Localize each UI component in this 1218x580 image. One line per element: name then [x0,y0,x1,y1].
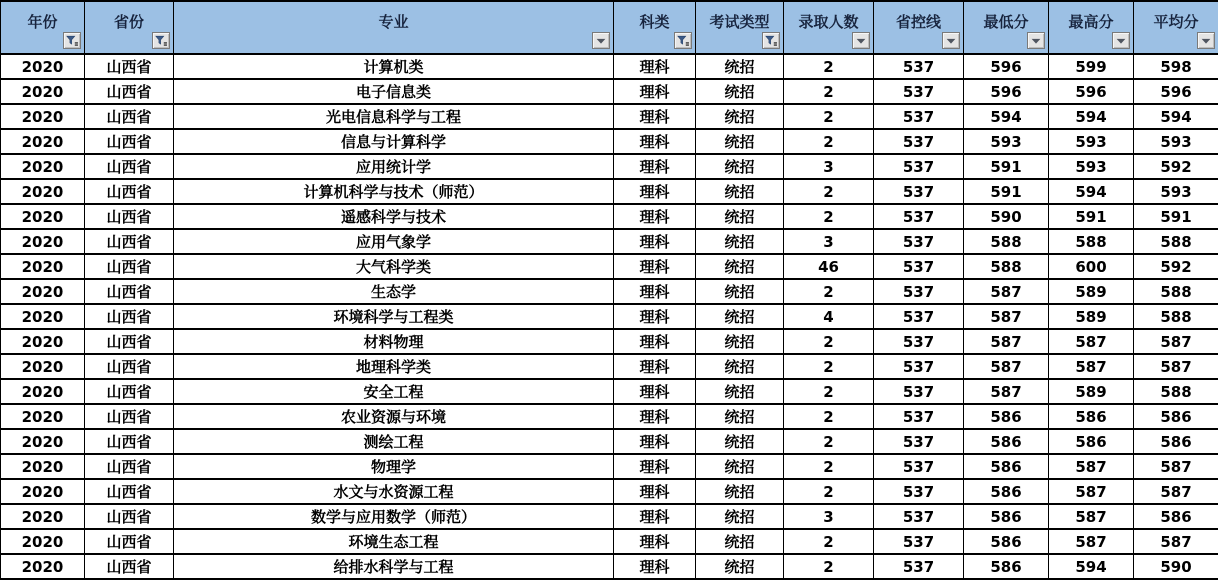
cell-exam-type[interactable]: 统招 [696,504,784,529]
cell-province[interactable]: 山西省 [85,529,174,554]
cell-year[interactable]: 2020 [1,454,85,479]
cell-admitted[interactable]: 2 [784,104,874,129]
cell-exam-type[interactable]: 统招 [696,79,784,104]
column-header-label: 最高分 [1068,13,1113,31]
cell-avg-score[interactable]: 593 [1134,129,1218,154]
cell-province[interactable]: 山西省 [85,304,174,329]
cell-max-score[interactable]: 591 [1049,204,1134,229]
cell-year[interactable]: 2020 [1,354,85,379]
cell-max-score[interactable]: 588 [1049,229,1134,254]
table-row [1,179,1218,204]
cell-max-score[interactable]: 600 [1049,254,1134,279]
cell-major[interactable]: 计算机类 [174,54,614,79]
column-header-label: 省控线 [896,13,941,31]
cell-avg-score[interactable]: 588 [1134,229,1218,254]
cell-major[interactable]: 计算机科学与技术（师范） [174,179,614,204]
cell-min-score[interactable]: 586 [964,529,1049,554]
cell-min-score[interactable]: 591 [964,154,1049,179]
cell-min-score[interactable]: 586 [964,454,1049,479]
cell-control-line[interactable]: 537 [874,379,964,404]
table-row [1,54,1218,79]
cell-province[interactable]: 山西省 [85,554,174,579]
filter-funnel-button[interactable] [63,32,81,49]
cell-province[interactable]: 山西省 [85,429,174,454]
cell-max-score[interactable]: 587 [1049,354,1134,379]
cell-subject[interactable]: 理科 [614,354,696,379]
column-header-min-score[interactable] [964,1,1049,54]
cell-year[interactable]: 2020 [1,554,85,579]
cell-control-line[interactable]: 537 [874,479,964,504]
cell-admitted[interactable]: 2 [784,129,874,154]
cell-admitted[interactable]: 2 [784,479,874,504]
cell-admitted[interactable]: 3 [784,154,874,179]
cell-control-line[interactable]: 537 [874,254,964,279]
cell-min-score[interactable]: 587 [964,304,1049,329]
header-row [1,1,1218,54]
cell-exam-type[interactable]: 统招 [696,279,784,304]
cell-year[interactable]: 2020 [1,429,85,454]
cell-major[interactable]: 光电信息科学与工程 [174,104,614,129]
cell-avg-score[interactable]: 587 [1134,479,1218,504]
filter-funnel-button[interactable] [762,32,780,49]
cell-province[interactable]: 山西省 [85,379,174,404]
cell-admitted[interactable]: 2 [784,329,874,354]
cell-avg-score[interactable]: 594 [1134,104,1218,129]
cell-control-line[interactable]: 537 [874,504,964,529]
cell-year[interactable]: 2020 [1,104,85,129]
column-header-max-score[interactable] [1049,1,1134,54]
column-header-label: 年份 [27,13,57,31]
cell-admitted[interactable]: 2 [784,429,874,454]
cell-control-line[interactable]: 537 [874,404,964,429]
cell-admitted[interactable]: 4 [784,304,874,329]
cell-major[interactable]: 大气科学类 [174,254,614,279]
cell-province[interactable]: 山西省 [85,154,174,179]
cell-major[interactable]: 信息与计算科学 [174,129,614,154]
cell-year[interactable]: 2020 [1,154,85,179]
column-header-major[interactable] [174,1,614,54]
cell-subject[interactable]: 理科 [614,179,696,204]
cell-subject[interactable]: 理科 [614,129,696,154]
cell-year[interactable]: 2020 [1,54,85,79]
cell-province[interactable]: 山西省 [85,179,174,204]
cell-exam-type[interactable]: 统招 [696,479,784,504]
cell-major[interactable]: 生态学 [174,279,614,304]
cell-avg-score[interactable]: 593 [1134,179,1218,204]
cell-admitted[interactable]: 3 [784,504,874,529]
dropdown-arrow-icon [594,34,608,48]
cell-admitted[interactable]: 2 [784,79,874,104]
funnel-icon [154,34,168,48]
cell-exam-type[interactable]: 统招 [696,554,784,579]
cell-exam-type[interactable]: 统招 [696,454,784,479]
cell-min-score[interactable]: 591 [964,179,1049,204]
cell-subject[interactable]: 理科 [614,429,696,454]
cell-subject[interactable]: 理科 [614,254,696,279]
cell-avg-score[interactable]: 592 [1134,154,1218,179]
cell-max-score[interactable]: 589 [1049,379,1134,404]
cell-subject[interactable]: 理科 [614,204,696,229]
cell-max-score[interactable]: 589 [1049,279,1134,304]
cell-min-score[interactable]: 586 [964,479,1049,504]
cell-major[interactable]: 环境生态工程 [174,529,614,554]
cell-admitted[interactable]: 2 [784,554,874,579]
cell-exam-type[interactable]: 统招 [696,329,784,354]
cell-admitted[interactable]: 2 [784,379,874,404]
cell-subject[interactable]: 理科 [614,79,696,104]
table-row [1,304,1218,329]
cell-min-score[interactable]: 586 [964,504,1049,529]
cell-control-line[interactable]: 537 [874,104,964,129]
cell-major[interactable]: 农业资源与环境 [174,404,614,429]
cell-control-line[interactable]: 537 [874,79,964,104]
cell-avg-score[interactable]: 592 [1134,254,1218,279]
cell-major[interactable]: 地理科学类 [174,354,614,379]
filter-dropdown-button[interactable] [592,32,610,49]
cell-major[interactable]: 应用统计学 [174,154,614,179]
cell-max-score[interactable]: 593 [1049,154,1134,179]
table-row [1,379,1218,404]
cell-avg-score[interactable]: 590 [1134,554,1218,579]
cell-province[interactable]: 山西省 [85,479,174,504]
cell-min-score[interactable]: 596 [964,79,1049,104]
cell-control-line[interactable]: 537 [874,229,964,254]
cell-year[interactable]: 2020 [1,204,85,229]
cell-province[interactable]: 山西省 [85,279,174,304]
cell-max-score[interactable]: 596 [1049,79,1134,104]
cell-control-line[interactable]: 537 [874,179,964,204]
cell-province[interactable]: 山西省 [85,204,174,229]
filter-dropdown-button[interactable] [942,32,960,49]
cell-avg-score[interactable]: 591 [1134,204,1218,229]
cell-major[interactable]: 水文与水资源工程 [174,479,614,504]
cell-max-score[interactable]: 593 [1049,129,1134,154]
cell-major[interactable]: 给排水科学与工程 [174,554,614,579]
column-header-year[interactable] [1,1,85,54]
table-row [1,454,1218,479]
cell-exam-type[interactable]: 统招 [696,529,784,554]
cell-avg-score[interactable]: 586 [1134,404,1218,429]
column-header-label: 录取人数 [798,13,858,31]
filter-funnel-button[interactable] [152,32,170,49]
dropdown-arrow-icon [944,34,958,48]
cell-subject[interactable]: 理科 [614,379,696,404]
table-row [1,479,1218,504]
cell-exam-type[interactable]: 统招 [696,129,784,154]
cell-major[interactable]: 遥感科学与技术 [174,204,614,229]
cell-avg-score[interactable]: 596 [1134,79,1218,104]
cell-admitted[interactable]: 2 [784,529,874,554]
dropdown-arrow-icon [854,34,868,48]
cell-max-score[interactable]: 587 [1049,504,1134,529]
cell-max-score[interactable]: 586 [1049,404,1134,429]
table-row [1,279,1218,304]
cell-admitted[interactable]: 2 [784,179,874,204]
cell-province[interactable]: 山西省 [85,404,174,429]
cell-min-score[interactable]: 587 [964,379,1049,404]
cell-min-score[interactable]: 588 [964,254,1049,279]
cell-max-score[interactable]: 587 [1049,329,1134,354]
cell-province[interactable]: 山西省 [85,54,174,79]
table-row [1,229,1218,254]
dropdown-arrow-icon [1029,34,1043,48]
cell-avg-score[interactable]: 588 [1134,379,1218,404]
cell-avg-score[interactable]: 586 [1134,504,1218,529]
table-row [1,104,1218,129]
cell-max-score[interactable]: 594 [1049,179,1134,204]
cell-year[interactable]: 2020 [1,379,85,404]
table-body [1,54,1218,579]
column-header-label: 平均分 [1153,13,1198,31]
cell-control-line[interactable]: 537 [874,154,964,179]
cell-control-line[interactable]: 537 [874,329,964,354]
column-header-admitted[interactable] [784,1,874,54]
cell-exam-type[interactable]: 统招 [696,404,784,429]
cell-admitted[interactable]: 2 [784,279,874,304]
cell-max-score[interactable]: 587 [1049,479,1134,504]
cell-major[interactable]: 测绘工程 [174,429,614,454]
cell-min-score[interactable]: 590 [964,204,1049,229]
dropdown-arrow-icon [1199,34,1213,48]
cell-year[interactable]: 2020 [1,304,85,329]
cell-avg-score[interactable]: 598 [1134,54,1218,79]
cell-subject[interactable]: 理科 [614,529,696,554]
cell-avg-score[interactable]: 588 [1134,304,1218,329]
funnel-icon [676,34,690,48]
cell-subject[interactable]: 理科 [614,554,696,579]
table-row [1,129,1218,154]
cell-major[interactable]: 电子信息类 [174,79,614,104]
cell-max-score[interactable]: 586 [1049,429,1134,454]
cell-min-score[interactable]: 587 [964,354,1049,379]
cell-control-line[interactable]: 537 [874,454,964,479]
cell-admitted[interactable]: 2 [784,54,874,79]
table-row [1,554,1218,579]
cell-avg-score[interactable]: 587 [1134,454,1218,479]
cell-province[interactable]: 山西省 [85,504,174,529]
cell-year[interactable]: 2020 [1,129,85,154]
cell-control-line[interactable]: 537 [874,554,964,579]
cell-max-score[interactable]: 587 [1049,529,1134,554]
cell-avg-score[interactable]: 588 [1134,279,1218,304]
cell-max-score[interactable]: 599 [1049,54,1134,79]
table-row [1,154,1218,179]
cell-province[interactable]: 山西省 [85,229,174,254]
cell-subject[interactable]: 理科 [614,329,696,354]
cell-min-score[interactable]: 596 [964,54,1049,79]
cell-exam-type[interactable]: 统招 [696,304,784,329]
cell-province[interactable]: 山西省 [85,79,174,104]
cell-min-score[interactable]: 594 [964,104,1049,129]
column-header-exam-type[interactable] [696,1,784,54]
cell-admitted[interactable]: 3 [784,229,874,254]
cell-subject[interactable]: 理科 [614,404,696,429]
cell-control-line[interactable]: 537 [874,304,964,329]
cell-year[interactable]: 2020 [1,229,85,254]
cell-exam-type[interactable]: 统招 [696,154,784,179]
cell-max-score[interactable]: 587 [1049,454,1134,479]
column-header-label: 省份 [114,13,144,31]
cell-year[interactable]: 2020 [1,179,85,204]
cell-subject[interactable]: 理科 [614,104,696,129]
cell-year[interactable]: 2020 [1,479,85,504]
cell-min-score[interactable]: 586 [964,404,1049,429]
cell-province[interactable]: 山西省 [85,129,174,154]
filter-dropdown-button[interactable] [1197,32,1215,49]
table-row [1,329,1218,354]
cell-province[interactable]: 山西省 [85,104,174,129]
cell-year[interactable]: 2020 [1,404,85,429]
cell-year[interactable]: 2020 [1,529,85,554]
cell-year[interactable]: 2020 [1,79,85,104]
cell-province[interactable]: 山西省 [85,454,174,479]
cell-major[interactable]: 物理学 [174,454,614,479]
table-row [1,204,1218,229]
cell-admitted[interactable]: 2 [784,454,874,479]
cell-subject[interactable]: 理科 [614,154,696,179]
cell-subject[interactable]: 理科 [614,454,696,479]
cell-avg-score[interactable]: 587 [1134,354,1218,379]
cell-exam-type[interactable]: 统招 [696,254,784,279]
column-header-subject[interactable] [614,1,696,54]
dropdown-arrow-icon [1114,34,1128,48]
cell-major[interactable]: 环境科学与工程类 [174,304,614,329]
column-header-province[interactable] [85,1,174,54]
column-header-avg-score[interactable] [1134,1,1218,54]
cell-province[interactable]: 山西省 [85,329,174,354]
cell-max-score[interactable]: 594 [1049,554,1134,579]
cell-control-line[interactable]: 537 [874,54,964,79]
cell-year[interactable]: 2020 [1,504,85,529]
filter-dropdown-button[interactable] [852,32,870,49]
cell-control-line[interactable]: 537 [874,129,964,154]
column-header-label: 考试类型 [709,13,769,31]
column-header-label: 科类 [639,13,669,31]
cell-min-score[interactable]: 586 [964,554,1049,579]
cell-subject[interactable]: 理科 [614,229,696,254]
column-header-label: 最低分 [983,13,1028,31]
cell-subject[interactable]: 理科 [614,279,696,304]
column-header-control-line[interactable] [874,1,964,54]
cell-major[interactable]: 数学与应用数学（师范） [174,504,614,529]
table-row [1,529,1218,554]
cell-min-score[interactable]: 586 [964,429,1049,454]
cell-year[interactable]: 2020 [1,329,85,354]
cell-admitted[interactable]: 46 [784,254,874,279]
funnel-icon [65,34,79,48]
cell-province[interactable]: 山西省 [85,254,174,279]
cell-control-line[interactable]: 537 [874,279,964,304]
cell-max-score[interactable]: 589 [1049,304,1134,329]
cell-min-score[interactable]: 587 [964,279,1049,304]
cell-subject[interactable]: 理科 [614,479,696,504]
table-row [1,429,1218,454]
cell-avg-score[interactable]: 586 [1134,429,1218,454]
cell-admitted[interactable]: 2 [784,404,874,429]
table-row [1,354,1218,379]
cell-max-score[interactable]: 594 [1049,104,1134,129]
funnel-icon [764,34,778,48]
cell-admitted[interactable]: 2 [784,354,874,379]
cell-exam-type[interactable]: 统招 [696,379,784,404]
cell-exam-type[interactable]: 统招 [696,179,784,204]
cell-exam-type[interactable]: 统招 [696,429,784,454]
cell-avg-score[interactable]: 587 [1134,329,1218,354]
cell-exam-type[interactable]: 统招 [696,354,784,379]
table-row [1,404,1218,429]
table-row [1,504,1218,529]
cell-subject[interactable]: 理科 [614,504,696,529]
filter-dropdown-button[interactable] [1027,32,1045,49]
cell-avg-score[interactable]: 587 [1134,529,1218,554]
cell-control-line[interactable]: 537 [874,204,964,229]
cell-min-score[interactable]: 588 [964,229,1049,254]
column-header-label: 专业 [378,13,408,31]
cell-subject[interactable]: 理科 [614,304,696,329]
cell-subject[interactable]: 理科 [614,54,696,79]
filter-dropdown-button[interactable] [1112,32,1130,49]
table-row [1,79,1218,104]
cell-exam-type[interactable]: 统招 [696,204,784,229]
cell-control-line[interactable]: 537 [874,429,964,454]
cell-major[interactable]: 材料物理 [174,329,614,354]
cell-exam-type[interactable]: 统招 [696,229,784,254]
cell-major[interactable]: 应用气象学 [174,229,614,254]
cell-min-score[interactable]: 593 [964,129,1049,154]
cell-control-line[interactable]: 537 [874,529,964,554]
cell-year[interactable]: 2020 [1,279,85,304]
cell-admitted[interactable]: 2 [784,204,874,229]
filter-funnel-button[interactable] [674,32,692,49]
cell-major[interactable]: 安全工程 [174,379,614,404]
cell-exam-type[interactable]: 统招 [696,54,784,79]
cell-province[interactable]: 山西省 [85,354,174,379]
table-row [1,254,1218,279]
cell-min-score[interactable]: 587 [964,329,1049,354]
cell-control-line[interactable]: 537 [874,354,964,379]
cell-year[interactable]: 2020 [1,254,85,279]
cell-exam-type[interactable]: 统招 [696,104,784,129]
